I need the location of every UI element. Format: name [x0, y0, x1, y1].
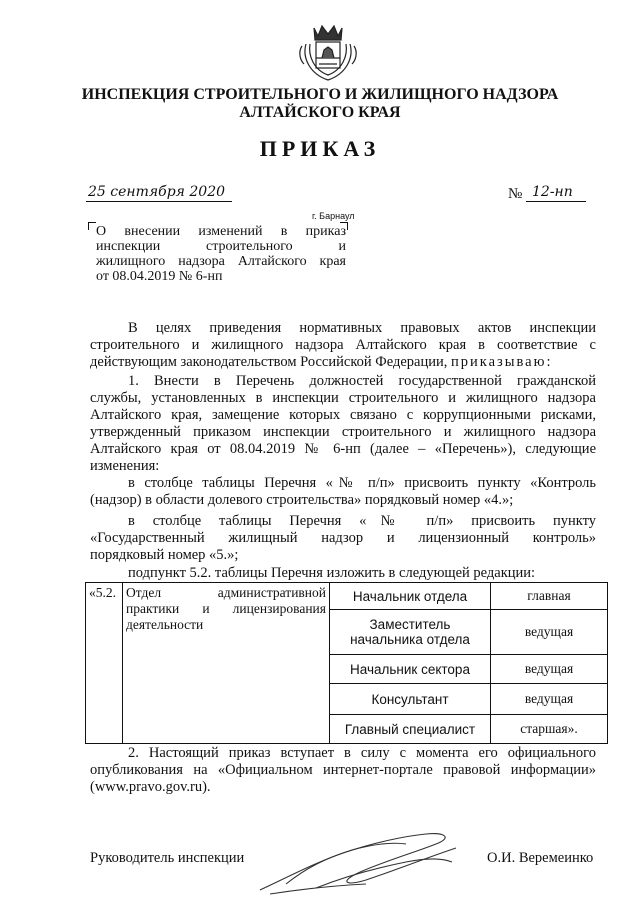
body-line: в столбце таблицы Перечня «№ п/п» присвоить пункту «Контроль — [128, 475, 596, 491]
subject-line: инспекции строительного и — [96, 239, 346, 254]
order-word: приказываю — [451, 354, 547, 370]
body-line: (надзор) в области долевого строительства» порядковый номер «4.»; — [90, 492, 514, 508]
body-text: : — [546, 354, 551, 370]
body-line: утвержденный приказом инспекции строительного и жилищного надзора — [90, 424, 596, 440]
subject-corner-left — [88, 222, 96, 230]
handwritten-signature — [256, 828, 476, 898]
group-cell: старшая». — [491, 715, 608, 744]
table-row — [86, 583, 608, 610]
body-line: подпункт 5.2. таблицы Перечня изложить в следующей редакции: — [128, 565, 536, 581]
document-subject — [96, 224, 346, 284]
positions-table — [85, 582, 608, 744]
body-line: порядковый номер «5.»; — [90, 547, 239, 563]
signatory-title: Руководитель инспекции — [90, 850, 245, 866]
group-cell: ведущая — [491, 684, 608, 715]
document-type-title: ПРИКАЗ — [259, 136, 381, 161]
item2-paragraph — [90, 745, 596, 796]
coat-of-arms-emblem — [292, 14, 364, 86]
body-line: службы, установленных в инспекции строительного и жилищного надзора — [90, 390, 596, 406]
body-line: строительного и жилищного надзора Алтайского края в соответствие с — [90, 337, 596, 353]
position-cell: Заместитель начальника отдела — [330, 610, 491, 655]
document-number: 12-нп — [532, 184, 573, 200]
change1-paragraph — [90, 475, 596, 509]
subject-line: от 08.04.2019 № 6-нп — [96, 269, 223, 284]
position-cell: Консультант — [330, 684, 491, 715]
preamble-paragraph — [90, 320, 596, 371]
city-name: г. Барнаул — [312, 211, 355, 221]
date-underline — [86, 201, 232, 202]
body-line: 1. Внести в Перечень должностей государственной гражданской — [128, 373, 596, 389]
body-line — [90, 354, 596, 371]
position-cell: Главный специалист — [330, 715, 491, 744]
body-line: 2. Настоящий приказ вступает в силу с момента его официального — [128, 745, 596, 761]
number-label: № — [508, 186, 523, 202]
document-date: 25 сентября 2020 — [88, 184, 226, 200]
department-cell: Отдел административной практики и лицензирования деятельности — [123, 583, 330, 744]
position-cell: Начальник отдела — [330, 583, 491, 610]
body-line: изменения: — [90, 458, 160, 474]
signatory-name: О.И. Веремеинко — [487, 850, 594, 866]
body-line: В целях приведения нормативных правовых актов инспекции — [128, 320, 596, 336]
body-line: «Государственный жилищный надзор и лицензионный контроль» — [90, 530, 596, 546]
position-cell: Начальник сектора — [330, 655, 491, 684]
organization-name-line1: ИНСПЕКЦИЯ СТРОИТЕЛЬНОГО И ЖИЛИЩНОГО НАДЗОРА — [81, 86, 559, 103]
change2-paragraph — [90, 513, 596, 564]
number-underline — [526, 201, 586, 202]
change3-paragraph — [90, 565, 596, 582]
body-line: (www.pravo.gov.ru). — [90, 779, 211, 795]
body-text: действующим законодательством Российской Федерации, — [90, 354, 451, 370]
body-line: Алтайского края, замещение которых связано с коррупционными рисками, — [90, 407, 596, 423]
group-cell: главная — [491, 583, 608, 610]
item-number-cell: «5.2. — [86, 583, 123, 744]
group-cell: ведущая — [491, 610, 608, 655]
subject-line: О внесении изменений в приказ — [96, 224, 346, 239]
subject-line: жилищного надзора Алтайского края — [96, 254, 346, 269]
body-line: в столбце таблицы Перечня «№ п/п» присвоить пункту — [128, 513, 596, 529]
organization-name-line2: АЛТАЙСКОГО КРАЯ — [239, 104, 401, 121]
body-line: опубликования на «Официальном интернет-портале правовой информации» — [90, 762, 596, 778]
group-cell: ведущая — [491, 655, 608, 684]
item1-paragraph — [90, 373, 596, 475]
body-line: Алтайского края от 08.04.2019 № 6-нп (далее – «Перечень»), следующие — [90, 441, 596, 457]
